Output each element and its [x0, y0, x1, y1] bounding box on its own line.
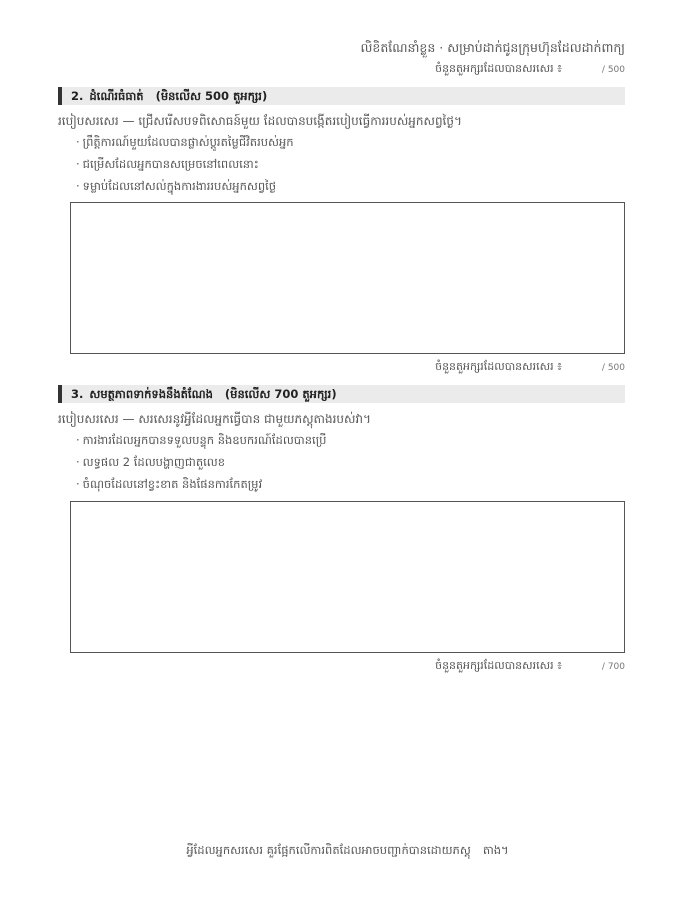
- section-2-bullet: · ទម្លាប់ដែលនៅសល់ក្នុងការងាររបស់អ្នកសព្វថ្ងៃ: [76, 179, 276, 196]
- section-title: សមត្ថភាពទាក់ទងនឹងតំណែង: [89, 387, 213, 401]
- section-3-bullet: · ចំណុចដែលនៅខ្វះខាត និងផែនការកែតម្រូវ: [76, 477, 262, 494]
- section-3-instruction: របៀបសរសេរ — សរសេរនូវអ្វីដែលអ្នកធ្វើបាន ជាមួយភស្តុតាងរបស់វា។: [58, 412, 371, 426]
- footer-text: អ្វីដែលអ្នកសរសេរ គួរផ្អែកលើការពិតដែលអាចបញ្ជាក់បានដោយភស្តុ: [186, 843, 471, 857]
- section-2-bullet: · ព្រឹត្តិការណ៍មួយដែលបានផ្លាស់ប្តូរតម្លៃជីវិតរបស់អ្នក: [76, 135, 294, 152]
- section-number: 2.: [71, 89, 84, 103]
- section-3-answer-box[interactable]: [70, 501, 625, 653]
- section-3-bullet: · ការងារដែលអ្នកបានទទួលបន្ទុក និងឧបករណ៍ដែលបានប្រើ: [76, 433, 326, 450]
- char-count-header: [435, 62, 625, 78]
- section-3-bullet: · លទ្ធផល 2 ដែលបង្ហាញជាតួលេខ: [76, 455, 225, 472]
- document-title: លិខិតណែនាំខ្លួន · សម្រាប់ដាក់ជូនក្រុមហ៊ុនដែលដាក់ពាក្យ: [360, 40, 625, 55]
- section-2-instruction: របៀបសរសេរ — ជ្រើសរើសបទពិសោធន៍មួយ ដែលបានបង្កើតរបៀបធ្វើការរបស់អ្នកសព្វថ្ងៃ។: [58, 114, 462, 128]
- section-2-answer-box[interactable]: [70, 202, 625, 354]
- char-count-max: / 700: [601, 662, 625, 672]
- section-2-heading: [58, 87, 625, 105]
- char-count-label: ចំនួនតួអក្សរដែលបានសរសេរ ៖: [435, 62, 562, 75]
- char-count-label: ចំនួនតួអក្សរដែលបានសរសេរ ៖: [435, 360, 562, 373]
- char-count-max: / 500: [601, 65, 625, 75]
- section-3-char-count: [435, 659, 625, 675]
- footer-end: តាង។: [482, 843, 509, 857]
- section-3-heading: [58, 385, 625, 403]
- char-count-max: / 500: [601, 363, 625, 373]
- section-limit: (មិនលើស 700 តួអក្សរ): [224, 387, 337, 401]
- section-number: 3.: [71, 387, 84, 401]
- char-count-label: ចំនួនតួអក្សរដែលបានសរសេរ ៖: [435, 659, 562, 672]
- section-limit: (មិនលើស 500 តួអក្សរ): [155, 89, 268, 103]
- section-title: ដំណើរធំធាត់: [89, 89, 144, 103]
- section-2-char-count: [435, 360, 625, 376]
- footer-note: [0, 843, 695, 860]
- section-2-bullet: · ជម្រើសដែលអ្នកបានសម្រេចនៅពេលនោះ: [76, 157, 259, 174]
